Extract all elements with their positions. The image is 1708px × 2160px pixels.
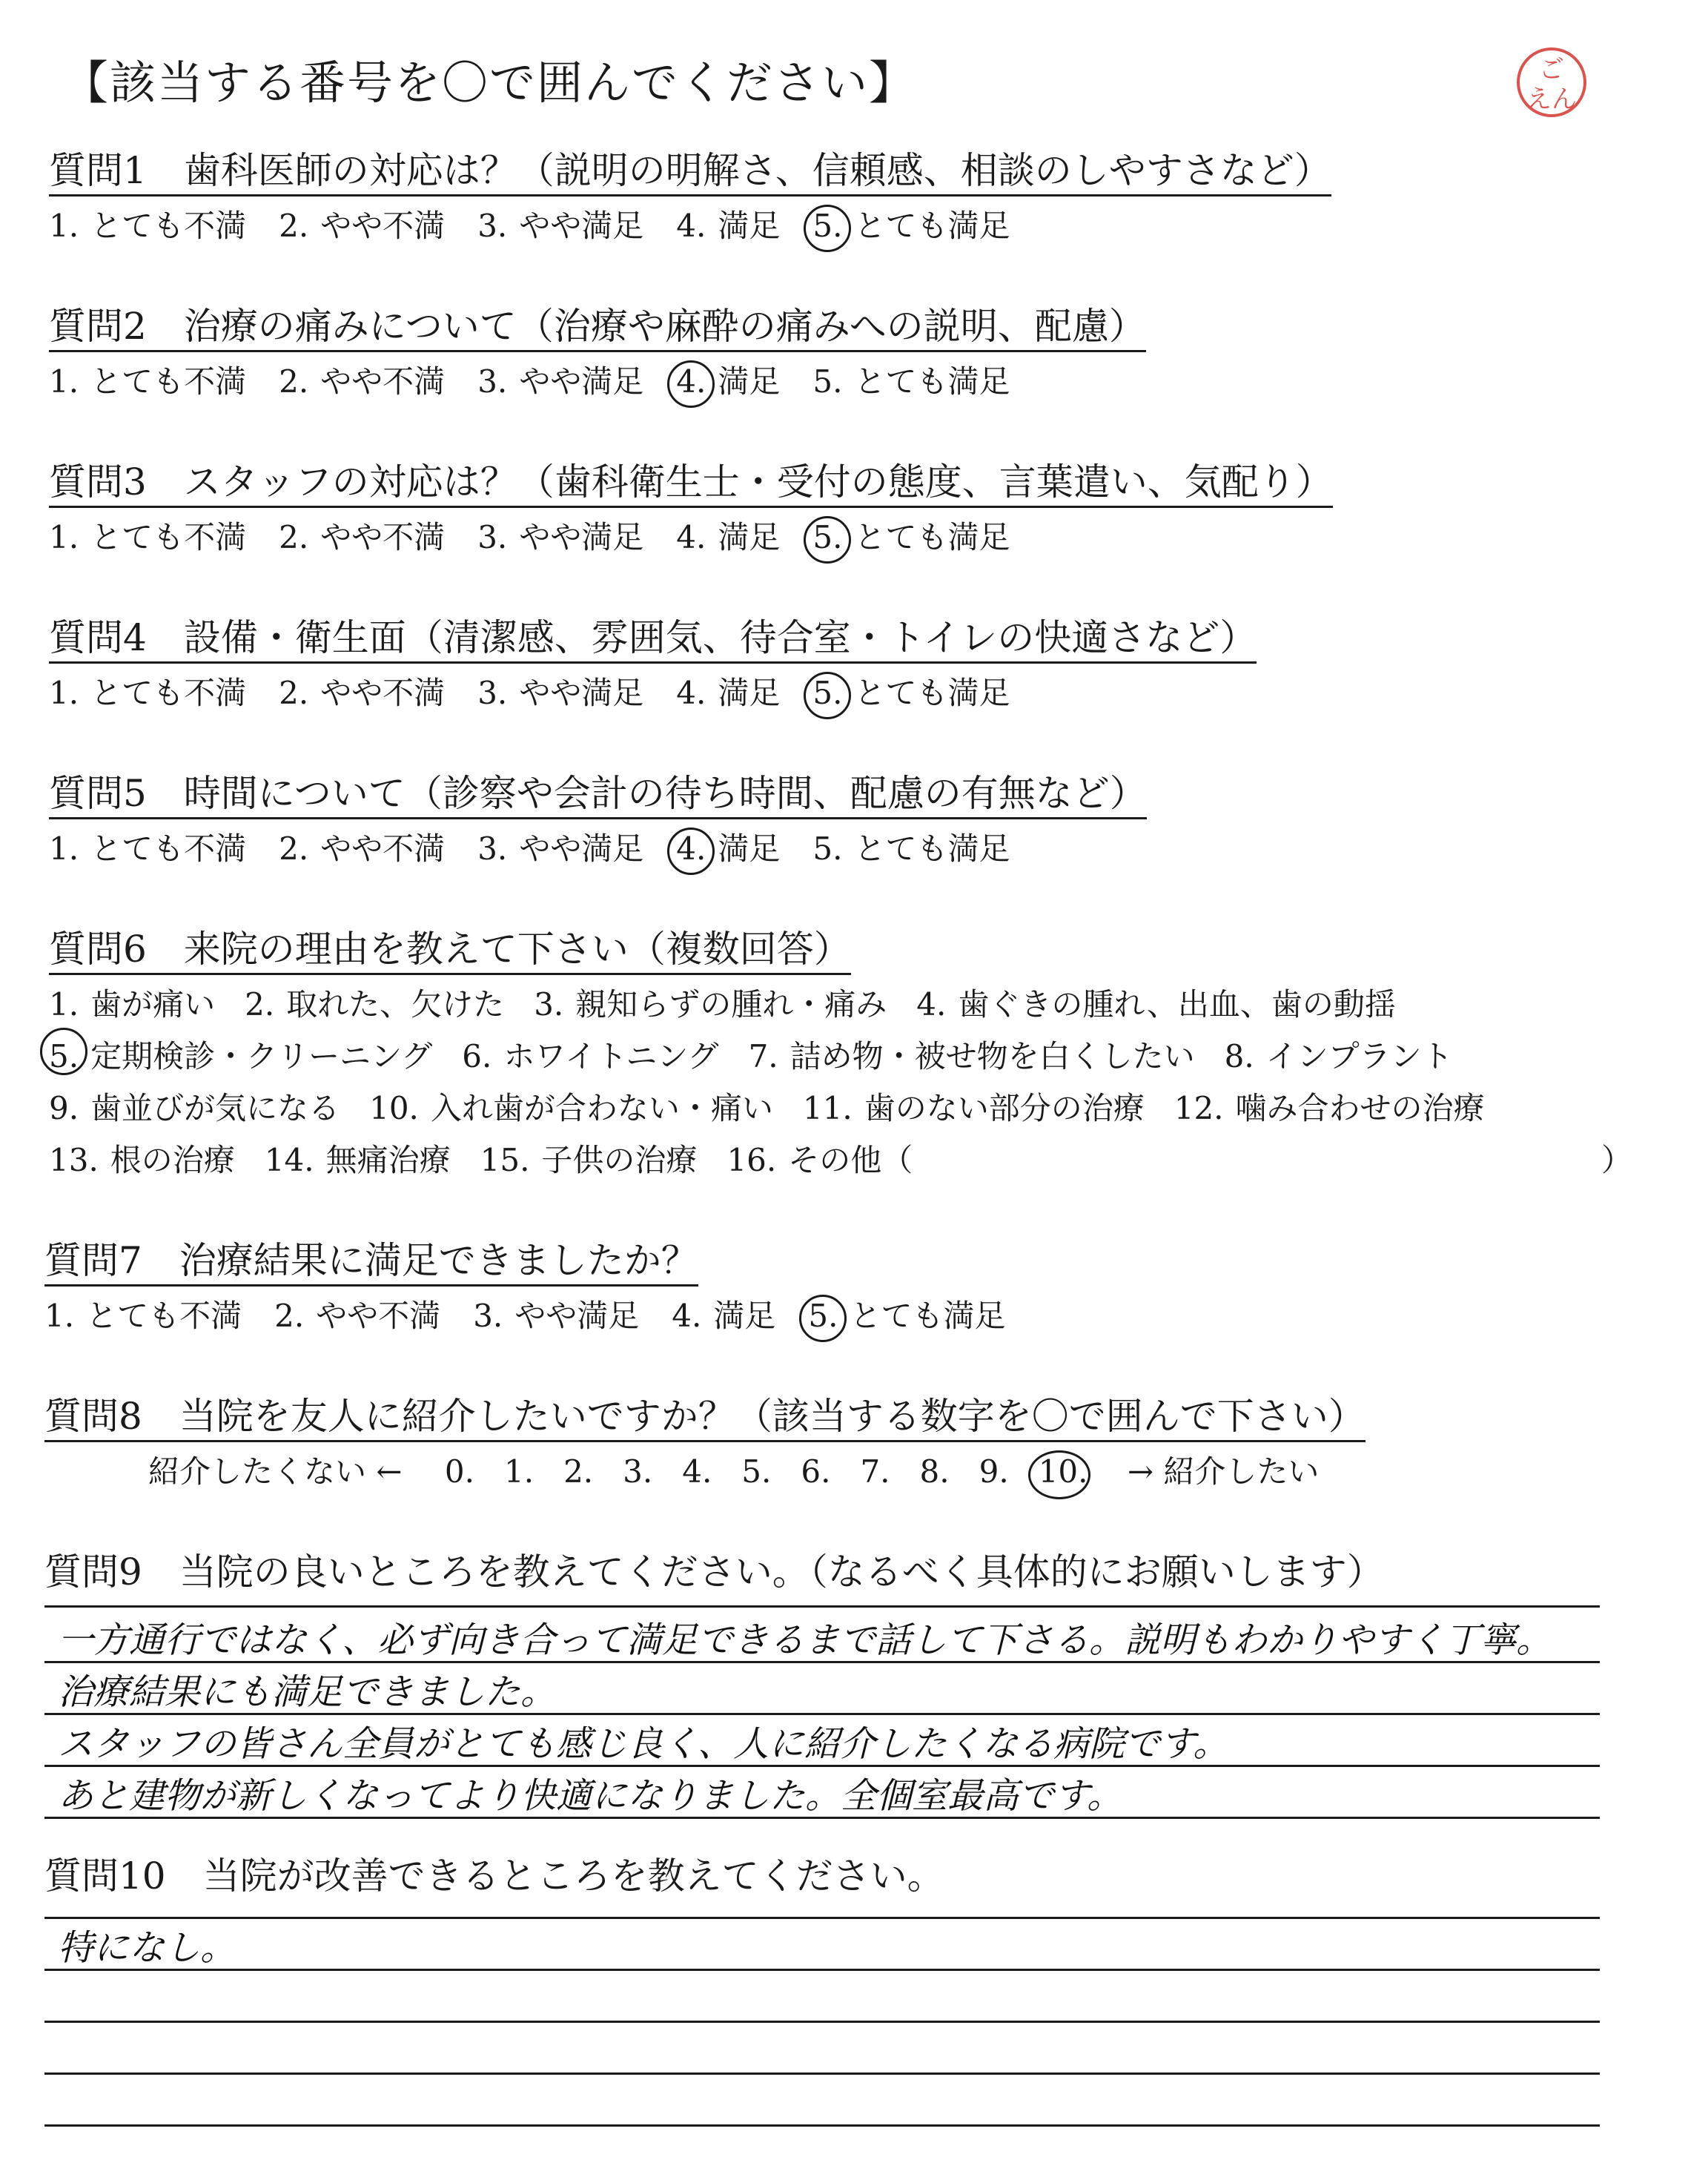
- option-label: とても不満: [86, 1298, 242, 1334]
- option-2[interactable]: [245, 979, 504, 1031]
- q10-answer-line-1: 特になし。: [58, 1927, 236, 1969]
- option-number: 3.: [534, 986, 564, 1023]
- question-7-options: [44, 1298, 1038, 1335]
- option-label: やや満足: [519, 519, 644, 555]
- scale-tick[interactable]: 1.: [503, 1453, 534, 1490]
- option-number-circled: 5.: [812, 519, 843, 555]
- personal-seal-stamp: ご えん: [1517, 47, 1586, 117]
- option-2[interactable]: [279, 519, 445, 556]
- question-1-options: [49, 208, 1042, 245]
- option-number: 3.: [477, 519, 508, 555]
- q9-answer-line-3: スタッフの皆さん全員がとても感じ良く、人に紹介したくなる病院です。: [58, 1723, 1229, 1765]
- option-5[interactable]: [808, 1298, 1005, 1335]
- option-3[interactable]: [749, 1031, 1195, 1083]
- option-5[interactable]: [812, 675, 1010, 712]
- option-number: 4.: [676, 208, 706, 244]
- option-number: 3.: [477, 830, 508, 867]
- option-label: 子供の治療: [541, 1142, 698, 1178]
- option-row: [49, 1031, 1515, 1083]
- option-label: 満足: [713, 1298, 776, 1334]
- option-4[interactable]: [676, 830, 780, 868]
- option-1[interactable]: [49, 675, 246, 712]
- option-4[interactable]: [676, 363, 780, 400]
- question-8-scale: [148, 1453, 1319, 1490]
- option-row: [49, 1135, 1515, 1186]
- answer-line: [44, 1713, 1600, 1715]
- option-label: やや不満: [320, 519, 446, 555]
- scale-ticks: [445, 1453, 1118, 1490]
- option-row: [49, 979, 1515, 1031]
- option-number: 2.: [279, 830, 309, 867]
- option-label: やや満足: [514, 1298, 640, 1334]
- option-number-circled: 5.: [812, 208, 843, 244]
- scale-left-label: 紹介したくない ←: [148, 1453, 403, 1490]
- option-number: 3.: [477, 363, 508, 400]
- option-label: とても満足: [854, 208, 1010, 244]
- option-label: 満足: [718, 830, 781, 867]
- option-label: とても不満: [90, 519, 247, 555]
- question-9-title: 質問9 当院の良いところを教えてください。（なるべく具体的にお願いします）: [44, 1550, 1384, 1593]
- option-number-circled: 5.: [808, 1298, 838, 1334]
- option-label: 歯ぐきの腫れ、出血、歯の動揺: [958, 986, 1396, 1023]
- option-label: やや不満: [320, 830, 446, 867]
- option-number-circled: 4.: [676, 363, 706, 400]
- option-number: 1.: [49, 363, 79, 400]
- scale-tick[interactable]: 2.: [563, 1453, 594, 1490]
- option-2[interactable]: [274, 1298, 440, 1335]
- question-3-options: [49, 519, 1042, 556]
- question-8-title: 質問8 当院を友人に紹介したいですか？（該当する数字を〇で囲んで下さい）: [44, 1394, 1366, 1442]
- option-2[interactable]: [265, 1135, 451, 1186]
- question-5-options: [49, 830, 1042, 868]
- option-label: 歯が痛い: [90, 986, 216, 1023]
- option-2[interactable]: [279, 208, 445, 245]
- option-number: 2.: [279, 675, 309, 711]
- answer-line: [44, 2124, 1600, 2127]
- option-4[interactable]: [726, 1135, 913, 1186]
- option-number: 11.: [802, 1090, 853, 1126]
- option-number: 14.: [264, 1142, 314, 1178]
- option-2[interactable]: [462, 1031, 718, 1083]
- option-1[interactable]: [49, 979, 215, 1031]
- option-number: 16.: [726, 1142, 777, 1178]
- option-row: [49, 1083, 1515, 1135]
- scale-tick[interactable]: 9.: [979, 1453, 1009, 1490]
- option-number: 2.: [274, 1298, 305, 1334]
- option-label: 詰め物・被せ物を白くしたい: [790, 1038, 1195, 1074]
- option-3[interactable]: [480, 1135, 698, 1186]
- option-label: とても満足: [854, 519, 1010, 555]
- q9-answer-line-1: 一方通行ではなく、必ず向き合って満足できるまで話して下さる。説明もわかりやすく丁寧。: [58, 1619, 1552, 1661]
- answer-line: [44, 2073, 1600, 2075]
- option-label: ホワイトニング: [503, 1038, 719, 1074]
- option-label: 入れ歯が合わない・痛い: [430, 1090, 773, 1126]
- option-number: 7.: [748, 1038, 778, 1074]
- option-1[interactable]: [49, 830, 246, 868]
- question-5-title: 質問5 時間について（診察や会計の待ち時間、配慮の有無など）: [49, 771, 1147, 819]
- option-number: 4.: [672, 1298, 702, 1334]
- page-title: 【該当する番号を〇で囲んでください】: [62, 56, 917, 110]
- option-5[interactable]: [812, 363, 1010, 400]
- option-1[interactable]: [49, 1031, 432, 1083]
- option-3[interactable]: [477, 830, 643, 868]
- option-number: 3.: [477, 675, 508, 711]
- option-label: 満足: [718, 675, 781, 711]
- option-5[interactable]: [812, 830, 1010, 868]
- option-label: その他（: [788, 1142, 913, 1178]
- scale-tick[interactable]: 5.: [741, 1453, 772, 1490]
- q9-answer-line-2: 治療結果にも満足できました。: [58, 1671, 557, 1713]
- option-5[interactable]: [812, 208, 1010, 245]
- scale-tick[interactable]: 7.: [860, 1453, 890, 1490]
- scale-tick[interactable]: 3.: [623, 1453, 653, 1490]
- option-number-circled: 5.: [812, 675, 843, 711]
- option-3[interactable]: [803, 1083, 1145, 1135]
- option-3[interactable]: [473, 1298, 639, 1335]
- option-label: 無痛治療: [325, 1142, 451, 1178]
- scale-tick[interactable]: 0.: [444, 1453, 474, 1490]
- answer-line: [44, 1661, 1600, 1663]
- option-3[interactable]: [477, 675, 643, 712]
- option-number: 9.: [49, 1090, 79, 1126]
- option-label: インプラント: [1265, 1038, 1453, 1074]
- question-1-title: 質問1 歯科医師の対応は？（説明の明解さ、信頼感、相談のしやすさなど）: [49, 148, 1331, 196]
- option-4[interactable]: [1174, 1083, 1485, 1135]
- option-label: やや満足: [519, 675, 644, 711]
- option-3[interactable]: [477, 519, 643, 556]
- option-1[interactable]: [49, 1135, 235, 1186]
- option-number-circled: 4.: [676, 830, 706, 867]
- option-number: 1.: [49, 830, 79, 867]
- answer-line: [44, 1917, 1600, 1919]
- option-4[interactable]: [676, 675, 780, 712]
- option-3[interactable]: [477, 363, 643, 400]
- other-close-paren: ）: [1601, 1142, 1633, 1178]
- option-label: 噛み合わせの治療: [1235, 1090, 1485, 1126]
- option-1[interactable]: [49, 1083, 340, 1135]
- question-7-title: 質問7 治療結果に満足できましたか？: [44, 1238, 698, 1287]
- q9-answer-line-4: あと建物が新しくなってより快適になりました。全個室最高です。: [58, 1775, 1123, 1817]
- option-label: 定期検診・クリーニング: [90, 1038, 433, 1074]
- option-label: やや満足: [519, 363, 644, 400]
- answer-line: [44, 1765, 1600, 1767]
- scale-tick-circled[interactable]: 10.: [1038, 1453, 1088, 1490]
- option-number: 1.: [44, 1298, 75, 1334]
- option-2[interactable]: [279, 675, 445, 712]
- option-label: とても不満: [90, 675, 247, 711]
- option-label: とても満足: [850, 1298, 1006, 1334]
- question-2-title: 質問2 治療の痛みについて（治療や麻酔の痛みへの説明、配慮）: [49, 304, 1146, 352]
- option-number: 3.: [477, 208, 508, 244]
- option-1[interactable]: [44, 1298, 242, 1335]
- answer-line: [44, 1969, 1600, 1971]
- option-number: 8.: [1224, 1038, 1254, 1074]
- option-1[interactable]: [49, 519, 246, 556]
- option-1[interactable]: [49, 208, 246, 245]
- option-label: やや満足: [519, 830, 644, 867]
- option-number: 1.: [49, 208, 79, 244]
- option-label: 歯のない部分の治療: [864, 1090, 1145, 1126]
- question-10-title: 質問10 当院が改善できるところを教えてください。: [44, 1855, 944, 1898]
- option-4[interactable]: [676, 208, 780, 245]
- option-number: 2.: [279, 363, 309, 400]
- option-number: 4.: [676, 519, 706, 555]
- option-label: 満足: [718, 519, 781, 555]
- option-label: とても不満: [90, 830, 247, 867]
- scale-tick[interactable]: 8.: [919, 1453, 950, 1490]
- option-label: 取れた、欠けた: [286, 986, 505, 1023]
- option-2[interactable]: [279, 363, 445, 400]
- option-4[interactable]: [916, 979, 1396, 1031]
- option-label: とても不満: [90, 208, 247, 244]
- option-label: とても満足: [854, 830, 1010, 867]
- option-1[interactable]: [49, 363, 246, 400]
- option-number: 2.: [245, 986, 275, 1023]
- option-number: 1.: [49, 519, 79, 555]
- option-label: 歯並びが気になる: [90, 1090, 340, 1126]
- question-2-options: [49, 363, 1042, 400]
- option-label: 満足: [718, 363, 781, 400]
- option-number: 10.: [369, 1090, 419, 1126]
- option-label: とても満足: [854, 675, 1010, 711]
- option-label: やや不満: [316, 1298, 441, 1334]
- option-number: 2.: [279, 519, 309, 555]
- option-number: 4.: [676, 675, 706, 711]
- option-number: 6.: [462, 1038, 492, 1074]
- option-label: やや不満: [320, 208, 446, 244]
- question-3-title: 質問3 スタッフの対応は？（歯科衛生士・受付の態度、言葉遣い、気配り）: [49, 460, 1333, 508]
- option-number-circled: 5.: [49, 1031, 79, 1083]
- option-number: 1.: [49, 675, 79, 711]
- option-label: 根の治療: [110, 1142, 235, 1178]
- question-4-options: [49, 675, 1042, 712]
- option-3[interactable]: [477, 208, 643, 245]
- option-number: 2.: [279, 208, 309, 244]
- option-label: 親知らずの腫れ・痛み: [575, 986, 887, 1023]
- answer-line: [44, 1605, 1600, 1608]
- option-4[interactable]: [676, 519, 780, 556]
- option-2[interactable]: [369, 1083, 773, 1135]
- option-number: 4.: [916, 986, 947, 1023]
- option-4[interactable]: [672, 1298, 775, 1335]
- option-label: やや不満: [320, 675, 446, 711]
- scale-right-label: → 紹介したい: [1127, 1453, 1320, 1490]
- option-2[interactable]: [279, 830, 445, 868]
- option-number: 5.: [812, 363, 843, 400]
- option-number: 1.: [49, 986, 79, 1023]
- option-label: とても不満: [90, 363, 247, 400]
- option-4[interactable]: [1225, 1031, 1453, 1083]
- option-number: 15.: [480, 1142, 530, 1178]
- option-label: やや不満: [320, 363, 446, 400]
- question-6-title: 質問6 来院の理由を教えて下さい（複数回答）: [49, 927, 851, 975]
- option-label: やや満足: [519, 208, 644, 244]
- option-number: 12.: [1174, 1090, 1224, 1126]
- option-number: 13.: [49, 1142, 99, 1178]
- question-4-title: 質問4 設備・衛生面（清潔感、雰囲気、待合室・トイレの快適さなど）: [49, 615, 1257, 664]
- option-3[interactable]: [534, 979, 887, 1031]
- option-5[interactable]: [812, 519, 1010, 556]
- answer-line: [44, 1817, 1600, 1819]
- option-number: 3.: [473, 1298, 503, 1334]
- scale-tick[interactable]: 6.: [801, 1453, 831, 1490]
- option-number: 5.: [812, 830, 843, 867]
- question-6-options: [49, 979, 1515, 1186]
- option-label: とても満足: [854, 363, 1010, 400]
- scale-tick[interactable]: 4.: [682, 1453, 712, 1490]
- option-label: 満足: [718, 208, 781, 244]
- answer-line: [44, 2021, 1600, 2023]
